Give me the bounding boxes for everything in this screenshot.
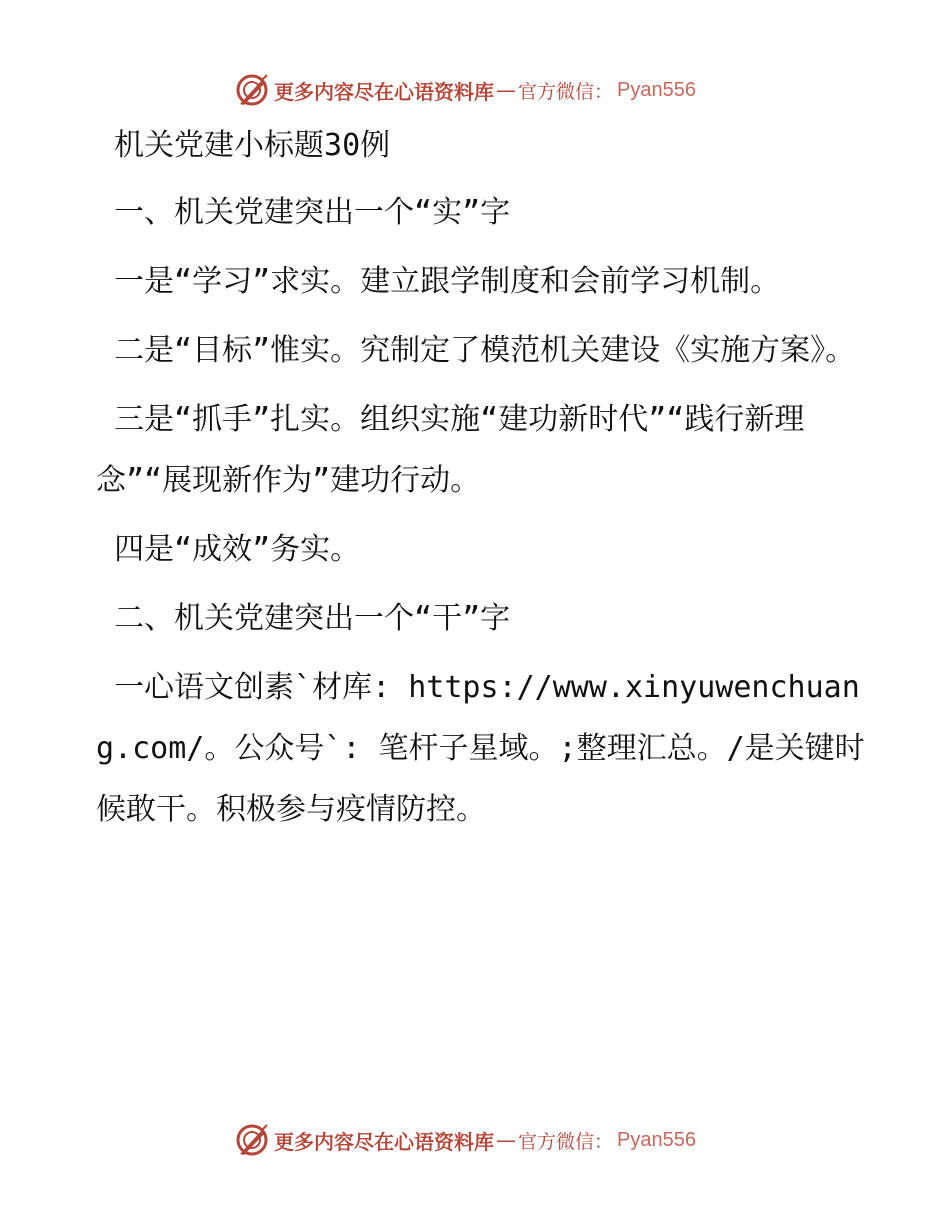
section-heading-2: 二、机关党建突出一个“干”字 <box>96 601 511 636</box>
document-body <box>96 115 866 848</box>
document-title: 机关党建小标题30例 <box>96 128 391 163</box>
quill-logo-icon <box>234 1122 270 1158</box>
quill-logo-icon <box>234 72 270 108</box>
paragraph: 四是“成效”务实。 <box>96 532 361 567</box>
header-watermark-banner <box>0 70 950 110</box>
section-heading-1: 一、机关党建突出一个“实”字 <box>96 195 511 230</box>
banner-label: 官方微信： <box>518 1130 614 1153</box>
banner-separator: — <box>496 78 516 102</box>
paragraph: 一是“学习”求实。建立跟学制度和会前学习机制。 <box>96 264 781 299</box>
banner-wechat-id: Pyan556 <box>617 1128 696 1151</box>
banner-label: 官方微信： <box>518 80 614 103</box>
paragraph: 一心语文创素`材库: https://www.xinyuwenchuang.com/。公众号`: 笔杆子星域。;整理汇总。/是关键时候敢干。积极参与疫情防控。 <box>96 670 865 827</box>
banner-wechat-id: Pyan556 <box>617 78 696 101</box>
paragraph: 二是“目标”惟实。究制定了模范机关建设《实施方案》。 <box>96 333 856 368</box>
footer-watermark-banner <box>0 1120 950 1160</box>
banner-separator: — <box>496 1128 516 1152</box>
banner-text: 更多内容尽在心语资料库 <box>274 1129 494 1154</box>
paragraph: 三是“抓手”扎实。组织实施“建功新时代”“践行新理念”“展现新作为”建功行动。 <box>96 402 805 498</box>
banner-text: 更多内容尽在心语资料库 <box>274 79 494 104</box>
